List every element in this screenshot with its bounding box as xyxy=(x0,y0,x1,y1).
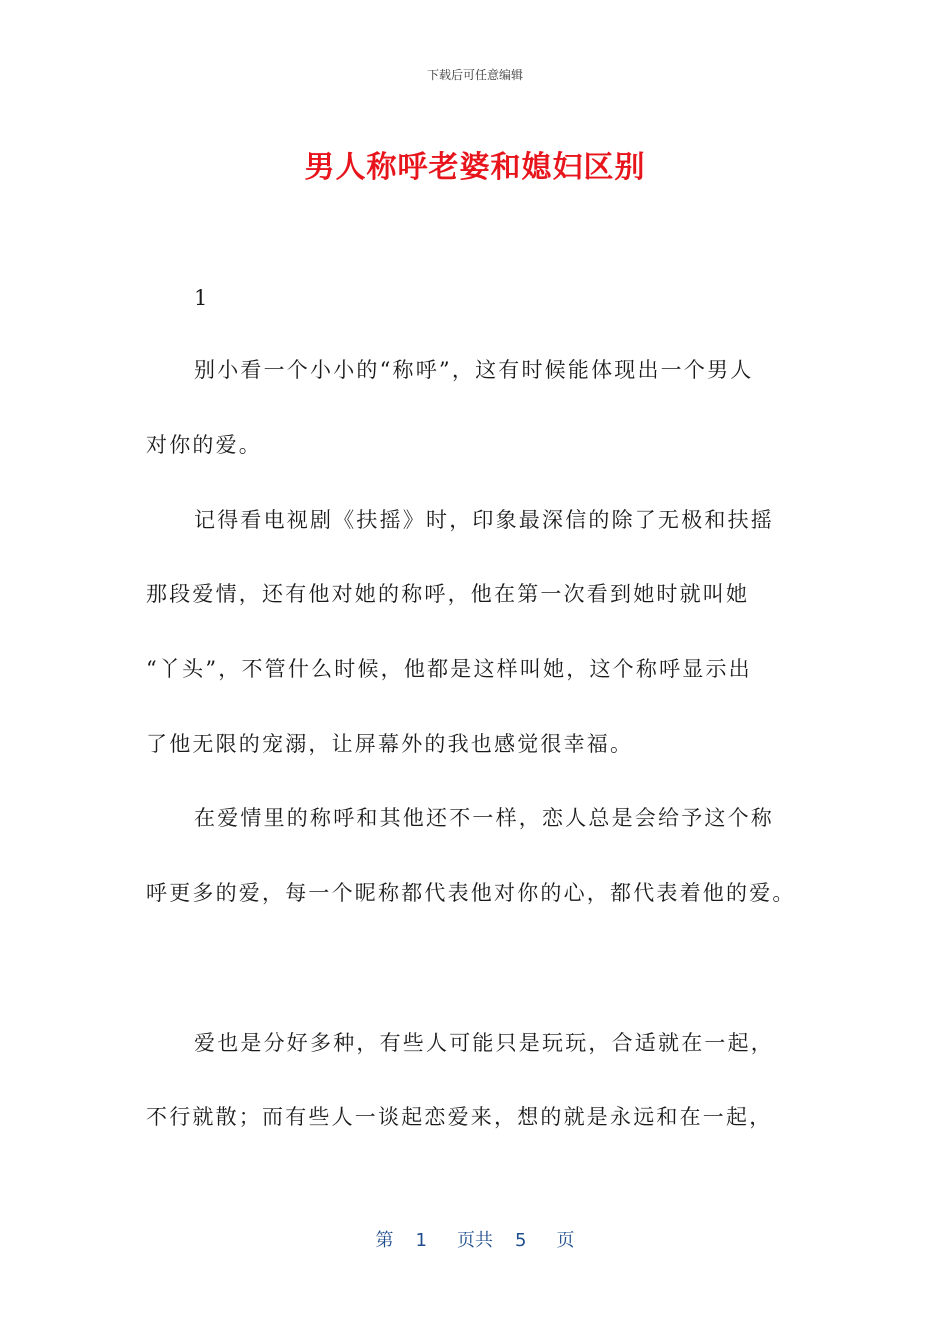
paragraph-line: 呼更多的爱，每一个昵称都代表他对你的心，都代表着他的爱。 xyxy=(146,881,796,905)
section-number: 1 xyxy=(194,286,210,310)
paragraph-line: “丫头”，不管什么时候，他都是这样叫她，这个称呼显示出 xyxy=(146,657,752,681)
footer-total-pages: 5 xyxy=(515,1230,527,1251)
footer-page-number: 1 xyxy=(415,1230,427,1251)
footer-middle: 页共 xyxy=(457,1230,493,1251)
page-footer xyxy=(0,1226,950,1252)
paragraph-line: 别小看一个小小的“称呼”，这有时候能体现出一个男人 xyxy=(194,358,754,382)
footer-suffix: 页 xyxy=(556,1230,575,1251)
footer-prefix: 第 xyxy=(375,1230,394,1251)
paragraph-line: 不行就散；而有些人一谈起恋爱来，想的就是永远和在一起， xyxy=(146,1105,773,1129)
paragraph-line: 记得看电视剧《扶摇》时，印象最深信的除了无极和扶摇 xyxy=(194,508,774,532)
paragraph-line: 爱也是分好多种，有些人可能只是玩玩，合适就在一起， xyxy=(194,1031,774,1055)
paragraph-line: 对你的爱。 xyxy=(146,433,262,457)
paragraph-line: 那段爱情，还有他对她的称呼，他在第一次看到她时就叫她 xyxy=(146,582,750,606)
document-title: 男人称呼老婆和媳妇区别 xyxy=(304,150,646,185)
paragraph-line: 在爱情里的称呼和其他还不一样，恋人总是会给予这个称 xyxy=(194,806,774,830)
paragraph-line: 了他无限的宠溺，让屏幕外的我也感觉很幸福。 xyxy=(146,732,634,756)
header-note: 下载后可任意编辑 xyxy=(426,68,523,82)
